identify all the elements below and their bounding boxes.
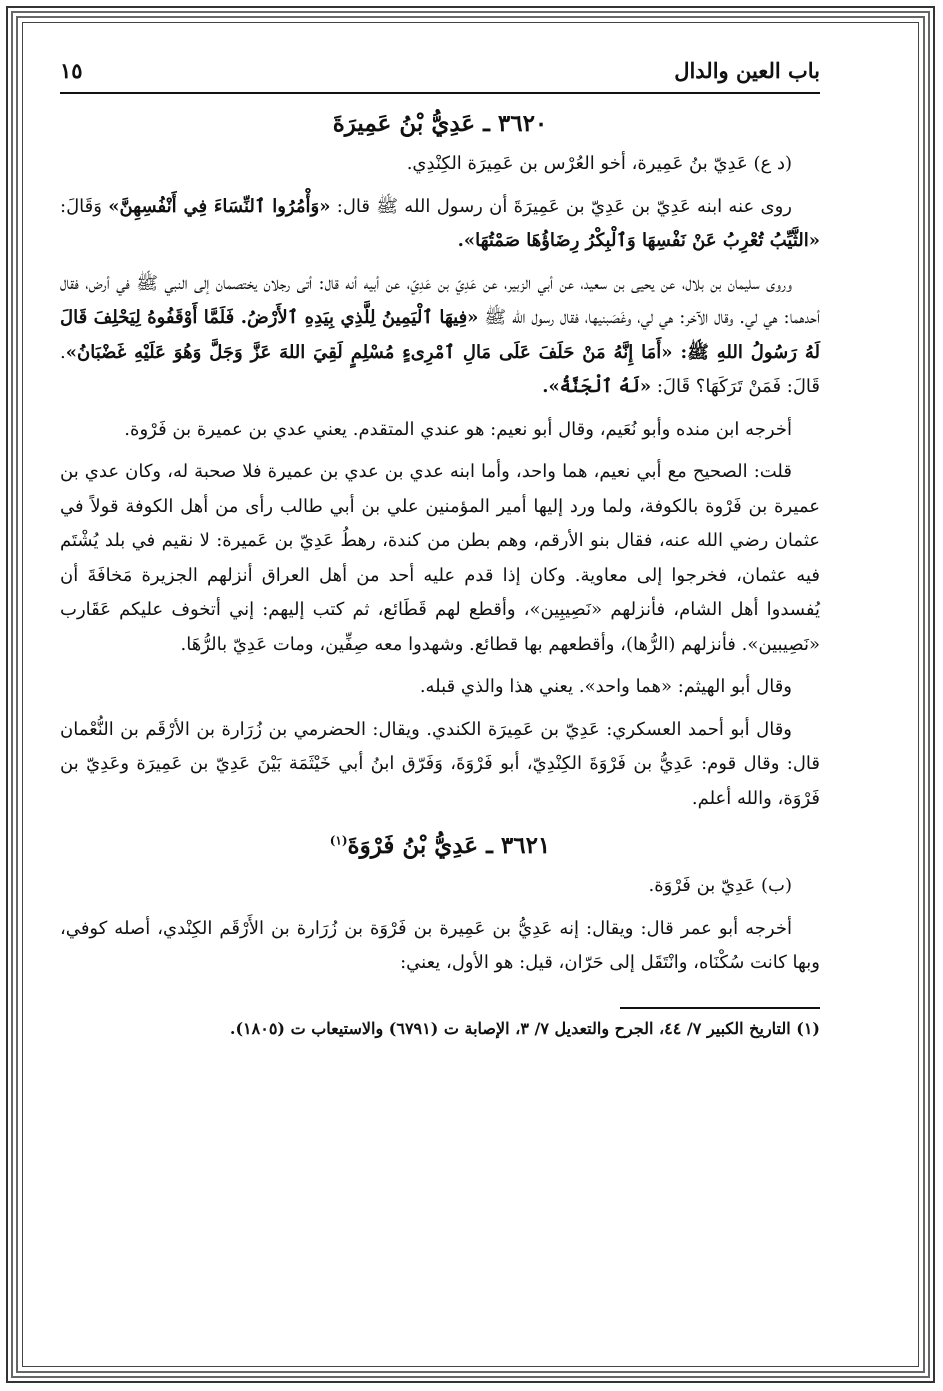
entry1-paragraph-4: أخرجه ابن منده وأبو نُعَيم، وقال أبو نعيم: هو عندي المتقدم. يعني عدي بن عميرة بن فَرْوة. [124, 418, 792, 440]
entry2-paragraph-1: (ب) عَدِيّ بن فَرْوَة. [648, 875, 792, 896]
footnote-1: (١) التاريخ الكبير ٧/ ٤٤، الجرح والتعديل ٧/ ٣، الإصابة ت (٦٧٩١) والاستيعاب ت (١٨٠٥). [229, 1018, 820, 1038]
entry1-paragraph-6: وقال أبو الهيثم: «هما واحد». يعني هذا والذي قبله. [419, 676, 792, 697]
entry1-paragraph-3 [60, 267, 820, 405]
footnote-marker: (١) [329, 833, 348, 848]
entry1-p3-text-a: وروى سليمان بن بلال، عن يحيى بن سعيد، عن أبي الزبير، عن عَدِيّ بن عَدِيّ، عن أبيه أنه قال: أتى رجلان يختصمان إلى النبي ﷺ في أرض، فقال أحدهما: هي لي. وقال الآخر: هي لي، وغَصَبنيها، فقال رسول الله ﷺ [60, 272, 820, 328]
entry1-paragraph-5: قلت: الصحيح مع أبي نعيم، هما واحد، وأما ابنه عدي بن عدي بن عميرة فلا صحبة له، وكان عدي بن عميرة بن فَرْوة بالكوفة، ولما ورد إليها أمير المؤمنين علي بن أبي طالب رأى من أهل الكوفة قولاً في عثمان رضي الله عنه، فقال بنو الأرقم، وهم بطن من كندة، رهطُ عَدِيّ بن عَميرة: لا نقيم في بلد يُشْتَم فيه عثمان، فخرجوا إلى معاوية. وكان إذا قدم عليه أحد من أهل العراق أنزلهم الجزيرة مَخافَةَ أن يُفسدوا أهل الشام، فأنزلهم «نَصِيبِين»، وأقطع لهم قَطَائع، ثم كتب إليهم: إني أتخوف عليكم عَقَارب «نَصِيبين». فأنزلهم (الرُّها)، وأقطعهم بها قطائع. وشهدوا معه صِفِّين، ومات عَدِيّ بالرُّهَا. [60, 461, 820, 655]
footnote-divider [620, 1007, 820, 1009]
page-number: ١٥ [60, 58, 83, 83]
page-header [60, 54, 820, 94]
entry1-p3-text-c: . قَالَ: فَمَنْ تَرَكَهَا؟ قَالَ: [60, 341, 820, 397]
entry-title-3620: ٣٦٢٠ ـ عَدِيُّ بْنُ عَمِيرَةَ [332, 110, 548, 137]
entry1-paragraph-1: (د ع) عَدِيّ بنُ عَمِيرة، أخو العُرْس بن عَمِيرَة الكِنْدِي. [406, 153, 792, 174]
entry1-p2-text-a: روى عنه ابنه عَدِيّ بن عَدِيّ بن عَمِيرَةَ أن رسول الله ﷺ قال: [336, 195, 792, 217]
entry2-title-text: ٣٦٢١ ـ عَدِيُّ بْنُ فَرْوَةَ [347, 832, 551, 859]
hadith-quote-2: «الثَّيِّبُ تُعْرِبُ عَنْ نَفْسِهَا وَٱلْبِكْرُ رِضَاؤُهَا صَمْتُهَا». [457, 230, 820, 251]
hadith-quote-1: «وَأْمُرُوا ٱلنِّسَاءَ فِي أَنْفُسِهِنَّ» [108, 195, 331, 217]
entry1-paragraph-7: وقال أبو أحمد العسكري: عَدِيّ بن عَمِيرَة الكندي. ويقال: الحضرمي بن زُرَارة بن الأرْقَم بن النُّعْمان قال: وقال قوم: عَدِيُّ بن فَرْوَةَ الكِنْدِيّ، أبو فَرْوَةَ، وَفَرّق ابنُ أبي خَيْثَمَة بَيْنَ عَدِيّ بن عَمِيرَة وعَدِيّ بن فَرْوَة، والله أعلم. [60, 718, 821, 809]
entry2-paragraph-2: أخرجه أبو عمر قال: ويقال: إنه عَدِيُّ بن عَمِيرة بن فَرْوَة بن زُرَارة بن الأَرْقَم الكِنْدي، أصله كوفي، وبها كانت سُكْنَاه، وانْتَقَل إلى حَرّان، قيل: هو الأول، يعني: [60, 917, 820, 973]
entry-title-3621 [60, 832, 820, 859]
hadith-quote-3: «فِيهَا ٱلْيَمِينُ لِلَّذِي بِيَدِهِ ٱلأَرْضُ. فَلَمَّا أَوْقَفُوهُ لِيَحْلِفَ قَالَ لَهُ رَسُولُ اللهِ ﷺ: «أَمَا إِنَّهُ مَنْ حَلَفَ عَلَى مَالِ ٱمْرِىءٍ مُسْلِمٍ لَقِيَ اللهَ عَزَّ وَجَلَّ وَهُوَ عَلَيْهِ غَضْبَانُ» [60, 307, 820, 363]
book-page [60, 54, 820, 1344]
entry1-paragraph-2 [60, 190, 820, 259]
entry1-p2-text-c: وَقَالَ: [60, 195, 102, 217]
hadith-quote-4: «لَهُ ٱلْجَنَّةُ». [542, 376, 652, 397]
running-head: باب العين والدال [674, 58, 820, 83]
